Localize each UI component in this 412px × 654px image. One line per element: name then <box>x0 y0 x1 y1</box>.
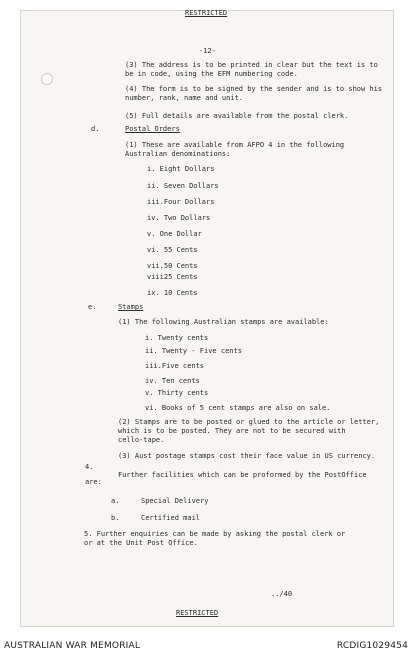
footer-marking: RESTRICTED <box>176 609 219 617</box>
section-4-number: 4. <box>85 463 94 471</box>
e2-line-2: which is to be posted. They are not to be secured with <box>118 427 346 435</box>
e3-text: (3) Aust postage stamps cost their face value in US currency. <box>118 452 376 460</box>
document-page <box>20 10 394 627</box>
para-3-line-1: (3) The address is to be printed in clear but the text is to <box>125 61 378 69</box>
stamp-item: v. Thirty cents <box>145 389 209 397</box>
stamp-item: i. Twenty cents <box>145 334 209 342</box>
facility-letter: a. <box>111 497 120 505</box>
facility-item: Certified mail <box>141 514 201 522</box>
punch-hole <box>41 73 53 85</box>
postal-order-item: viii25 Cents <box>147 273 198 281</box>
e2-line-3: cello-tape. <box>118 436 165 444</box>
section-e-heading: Stamps <box>118 303 144 311</box>
postal-order-item: v. One Dollar <box>147 230 202 238</box>
continuation-marker: ../40 <box>271 590 293 598</box>
archive-source-label: AUSTRALIAN WAR MEMORIAL <box>4 641 141 651</box>
postal-order-item: ii. Seven Dollars <box>147 182 219 190</box>
d1-line-2: Australian denominations: <box>125 150 231 158</box>
para-4-line-2: number, rank, name and unit. <box>125 94 244 102</box>
section-5-line-1: 5. Further enquiries can be made by asking the postal clerk or <box>84 530 346 538</box>
postal-order-item: i. Eight Dollars <box>147 165 215 173</box>
stamp-item: ii. Twenty - Five cents <box>145 347 242 355</box>
section-d-heading: Postal Orders <box>125 125 180 133</box>
para-5: (5) Full details are available from the postal clerk. <box>125 112 349 120</box>
header-marking: RESTRICTED <box>185 9 228 17</box>
facility-letter: b. <box>111 514 120 522</box>
section-e-letter: e. <box>88 303 97 311</box>
e2-line-1: (2) Stamps are to be posted or glued to the article or letter, <box>118 418 380 426</box>
archive-id-label: RCDIG1029454 <box>336 641 408 651</box>
section-d-letter: d. <box>91 125 100 133</box>
e1-text: (1) The following Australian stamps are available: <box>118 318 329 326</box>
postal-order-item: vii.50 Cents <box>147 262 198 270</box>
postal-order-item: vi. 55 Cents <box>147 246 198 254</box>
para-4-line-1: (4) The form is to be signed by the sender and is to show his <box>125 85 383 93</box>
para-3-line-2: be in code, using the EFM numbering code. <box>125 70 298 78</box>
page-number: -12- <box>199 47 216 55</box>
section-5-line-2: or at the Unit Post Office. <box>84 539 198 547</box>
stamp-item: iii.Five cents <box>145 362 205 370</box>
stamp-item: iv. Ten cents <box>145 377 200 385</box>
section-4-line-1: Further facilities which can be proformed by the PostOffice <box>118 471 367 479</box>
postal-order-item: iii.Four Dollars <box>147 198 215 206</box>
stamp-item: vi. Books of 5 cent stamps are also on sale. <box>145 404 331 412</box>
section-4-line-2: are: <box>85 478 102 486</box>
d1-line-1: (1) These are available from AFPO 4 in the following <box>125 141 345 149</box>
postal-order-item: ix. 10 Cents <box>147 289 198 297</box>
facility-item: Special Delivery <box>141 497 209 505</box>
postal-order-item: iv. Two Dollars <box>147 214 211 222</box>
